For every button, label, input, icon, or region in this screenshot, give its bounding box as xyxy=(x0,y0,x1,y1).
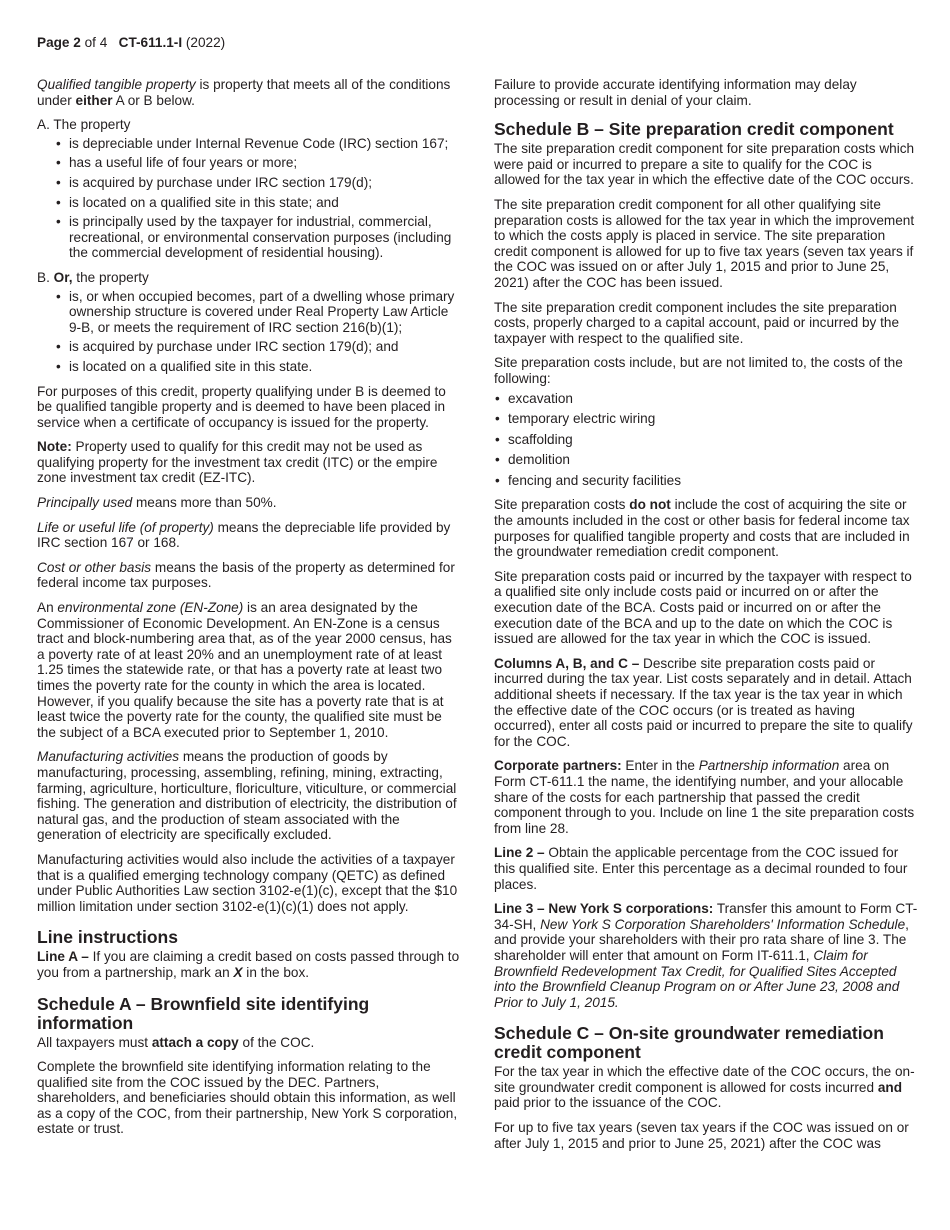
page-count: of 4 xyxy=(84,35,108,50)
list-item: • is located on a qualified site in this state; and xyxy=(37,195,461,211)
line-3-instruction: Line 3 – New York S corporations: Transfer this amount to Form CT-34-SH, New York S Corporation Shareholders' Information Schedule, and provide your shareholders with their pro rata share of line 3. The shareholder will enter that amount on Form IT-611.1, Claim for Brownfield Redevelopment Tax Credit, for Qualified Sites Accepted into the Brownfield Cleanup Program on or After June 23, 2008 and Prior to July 1, 2015. xyxy=(494,901,918,1010)
manufacturing-definition: Manufacturing activities means the production of goods by manufacturing, processing, assembling, refining, mining, extracting, farming, agriculture, horticulture, floriculture, viticulture, or commercial fishing. The generation and distribution of electricity, the distribution of natural gas, and the production of steam associated with the generation of electricity are specifically excluded. xyxy=(37,749,457,843)
condition-a-list xyxy=(37,136,461,261)
line-instructions-heading: Line instructions xyxy=(37,927,178,948)
list-item: • is, or when occupied becomes, part of a dwelling whose primary ownership structure is covered under Real Property Law Article 9-B, or meets the requirement of IRC section 216(b)(1); xyxy=(37,289,461,336)
purposes-paragraph: For purposes of this credit, property qualifying under B is deemed to be qualified tangible property and is deemed to have been placed in service when a certificate of occupancy is issued for the property. xyxy=(37,383,446,430)
list-item: • has a useful life of four years or more; xyxy=(37,155,461,171)
list-item: • scaffolding xyxy=(494,432,918,448)
condition-b-label: B. Or, the property xyxy=(37,269,149,285)
list-item: • is depreciable under Internal Revenue Code (IRC) section 167; xyxy=(37,136,461,152)
schedule-b-paragraph: The site preparation credit component for site preparation costs which were paid or incurred to prepare a site to qualify for the COC is allowed for the tax year in which the effective date of the COC occurs. xyxy=(494,141,915,188)
bca-paragraph: Site preparation costs paid or incurred by the taxpayer with respect to a qualified site only include costs paid or incurred on or after the execution date of the BCA. Costs paid or incurred on or after the execution date of the BCA and up to the date on which the COC is issued are allowed for the tax year in which the COC is issued. xyxy=(494,568,912,647)
schedule-c-paragraph: For up to five tax years (seven tax years if the COC was issued on or after July 1, 2015 and prior to June 25, 2021) after the COC was xyxy=(494,1120,909,1151)
line-2-instruction: Line 2 – Obtain the applicable percentage from the COC issued for this qualified site. Enter this percentage as a decimal rounded to four places. xyxy=(494,845,908,892)
schedule-b-paragraph: The site preparation credit component includes the site preparation costs, properly charged to a capital account, paid or incurred by the taxpayer with respect to the qualified site. xyxy=(494,299,900,346)
list-item: • temporary electric wiring xyxy=(494,411,918,427)
columns-instruction: Columns A, B, and C – Describe site preparation costs paid or incurred during the tax year. List costs separately and in detail. Attach additional sheets if necessary. If the tax year is the tax year in which the effective date of the COC occurs (or is treated as having occurred), enter all costs paid or incurred to prepare the site to qualify for the COC. xyxy=(494,655,913,749)
exclusions-paragraph: Site preparation costs do not include the cost of acquiring the site or the amounts included in the cost or other basis for federal income tax purposes for qualified tangible property and costs that are included in the groundwater remediation credit component. xyxy=(494,497,910,560)
qetc-paragraph: Manufacturing activities would also include the activities of a taxpayer that is a qualified emerging technology company (QETC) as defined under Public Authorities Law section 3102-e(1)(c), except that the $10 million limitation under section 3102-e(1)(c)(1) does not apply. xyxy=(37,851,458,914)
qtp-definition: Qualified tangible property is property that meets all of the conditions under either A or B below. xyxy=(37,77,451,108)
page-label: Page 2 xyxy=(37,35,81,50)
schedule-b-paragraph: The site preparation credit component for all other qualifying site preparation costs is allowed for the tax year in which the improvement to which the costs apply is placed in service. The site preparation credit component is allowed for up to five tax years (seven tax years if the COC was issued on or after July 1, 2015 and prior to June 25, 2021) after the COC has been issued. xyxy=(494,196,915,290)
en-zone-definition: An environmental zone (EN-Zone) is an area designated by the Commissioner of Economic Development. An EN-Zone is a census tract and block-numbering area that, as of the year 2000 census, has a poverty rate of at least 20% and an unemployment rate of at least 1.25 times the statewide rate, or that has a poverty rate at least two times the poverty rate for the county in which the area is located. However, if you qualify because the site has a poverty rate that is at least twice the poverty rate for the county, the qualified site must be the subject of a BCA executed prior to September 1, 2010. xyxy=(37,600,452,740)
schedule-a-complete: Complete the brownfield site identifying information relating to the qualified site from the COC issued by the DEC. Partners, shareholders, and beneficiaries should obtain this information, as well as a copy of the COC, from their partnership, New York S corporation, estate or trust. xyxy=(37,1059,458,1137)
page-header xyxy=(37,35,225,51)
corporate-partners-instruction: Corporate partners: Enter in the Partnership information area on Form CT-611.1 the name, the identifying number, and your allocable share of the costs for each partnership that passed the credit component through to you. Include on line 1 the site preparation costs from line 28. xyxy=(494,758,915,836)
failure-paragraph: Failure to provide accurate identifying information may delay processing or result in denial of your claim. xyxy=(494,77,857,108)
schedule-a-attach: All taxpayers must attach a copy of the COC. xyxy=(37,1034,315,1050)
principally-used-definition: Principally used means more than 50%. xyxy=(37,495,277,511)
schedule-a-heading: Schedule A – Brownfield site identifying information xyxy=(37,993,370,1033)
form-id: CT-611.1-I xyxy=(118,35,183,50)
useful-life-definition: Life or useful life (of property) means the depreciable life provided by IRC section 167 or 168. xyxy=(37,519,451,551)
schedule-c-heading: Schedule C – On-site groundwater remediation credit component xyxy=(494,1023,884,1063)
list-item: • is principally used by the taxpayer for industrial, commercial, recreational, or environmental conservation purposes (including the commercial development of residential housing). xyxy=(37,214,461,261)
list-item: • demolition xyxy=(494,452,918,468)
line-a-instruction: Line A – If you are claiming a credit based on costs passed through to you from a partnership, mark an X in the box. xyxy=(37,949,460,980)
schedule-c-paragraph: For the tax year in which the effective date of the COC occurs, the on-site groundwater credit component is allowed for costs incurred and paid prior to the issuance of the COC. xyxy=(494,1064,915,1111)
list-item: • is acquired by purchase under IRC section 179(d); xyxy=(37,175,461,191)
condition-b-list xyxy=(37,289,461,375)
list-item: • fencing and security facilities xyxy=(494,473,918,489)
list-item: • excavation xyxy=(494,391,918,407)
site-prep-costs-list xyxy=(494,391,918,489)
condition-a-label: A. The property xyxy=(37,117,131,133)
note-paragraph: Note: Property used to qualify for this credit may not be used as qualifying property for the investment tax credit (ITC) or the empire zone investment tax credit (EZ-ITC). xyxy=(37,439,438,486)
schedule-b-paragraph: Site preparation costs include, but are not limited to, the costs of the following: xyxy=(494,355,903,386)
cost-basis-definition: Cost or other basis means the basis of the property as determined for federal income tax purposes. xyxy=(37,559,455,591)
schedule-b-heading: Schedule B – Site preparation credit component xyxy=(494,119,894,140)
form-year: (2022) xyxy=(185,35,226,50)
right-column xyxy=(494,77,918,1160)
list-item: • is acquired by purchase under IRC section 179(d); and xyxy=(37,339,461,355)
list-item: • is located on a qualified site in this state. xyxy=(37,359,461,375)
left-column xyxy=(37,77,461,1146)
